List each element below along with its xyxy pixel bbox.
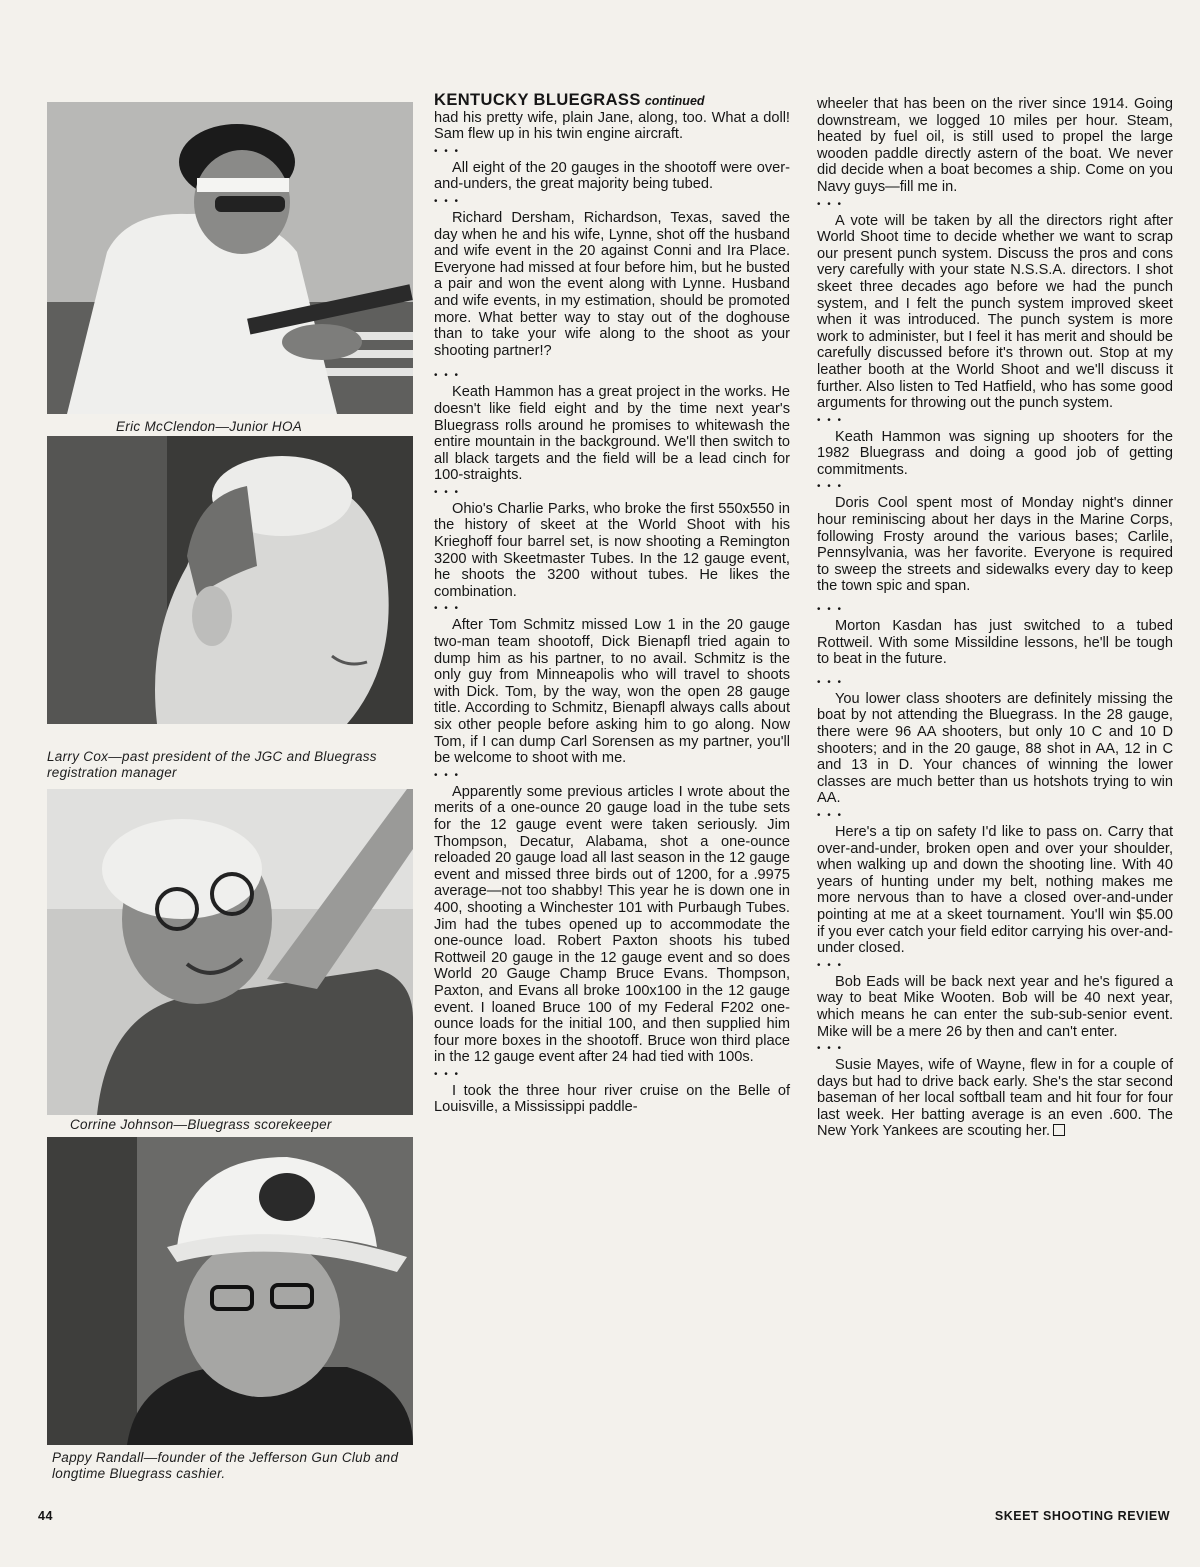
col2-paragraph: wheeler that has been on the river since 1914. Going downstream, we logged 10 miles per hour. Steam, heated by fuel oil, is still used to propel the large wooden paddle directly astern of the boat. We never did decide when a boat becomes a ship. Come on you Navy guys—fill me in. (817, 96, 1173, 195)
col1-paragraph: Keath Hammon has a great project in the works. He doesn't like field eight and by the time next year's Bluegrass rolls around he promises to whitewash the entire mountain in the background. We'll then switch to all black targets and the field will be a lead cinch for 100-straights. (434, 384, 790, 484)
photo-eric-mcclendon-image (47, 102, 413, 414)
separator-dots: • • • (817, 198, 844, 210)
photo-corrine-johnson (47, 789, 413, 1115)
separator-dots: • • • (817, 676, 844, 688)
separator-dots: • • • (434, 486, 461, 498)
photo-corrine-johnson-image (47, 789, 413, 1115)
separator-dots: • • • (434, 145, 461, 157)
col1-paragraph: After Tom Schmitz missed Low 1 in the 20 gauge two-man team shootoff, Dick Bienapfl tried again to dump him as his partner, to no avail. Schmitz is the only guy from Minneapolis who will travel to shoots with Dick. Tom, by the way, won the open 28 gauge title. According to Schmitz, Bienapfl always calls about six other people before asking him to go along. Now Tom, if I can dump Carl Sorensen as my partner, you'll be welcome to shoot with me. (434, 617, 790, 767)
article-column-1 (434, 92, 790, 1116)
separator-dots: • • • (817, 1043, 844, 1055)
col2-paragraph: A vote will be taken by all the directors right after World Shoot time to decide whether we want to scrap our present punch system. Discuss the pros and cons very carefully with your state N.S.S.A. directors. I shot skeet three decades ago before we had the punch system, and I felt the punch system improved skeet when it was introduced. The punch system is more work to administer, but I feel it has merit and should be carefully discussed before it's thrown out. Stop at my leather booth at the World Shoot and we'll discuss it further. Also listen to Ted Hatfield, who has some good arguments for throwing out the punch system. (817, 212, 1173, 412)
photo-larry-cox-image (47, 436, 413, 724)
col1-paragraph: All eight of the 20 gauges in the shootoff were over-and-unders, the great majority being tubed. (434, 159, 790, 193)
publication-name: SKEET SHOOTING REVIEW (994, 1509, 1170, 1523)
col2-paragraph: Morton Kasdan has just switched to a tubed Rottweil. With some Missildine lessons, he'll be tough to beat in the future. (817, 618, 1173, 668)
article-header (434, 92, 790, 110)
col2-paragraph: You lower class shooters are definitely missing the boat by not attending the Bluegrass. In the 28 gauge, there were 96 AA shooters, but only 10 C and 10 D shooters; and in the 20 gauge, 88 shot in AA, 12 in C and 13 in D. Your chances of winning the lower classes are much better than us hotshots trying to win AA. (817, 690, 1173, 807)
col1-paragraph: Ohio's Charlie Parks, who broke the first 550x550 in the history of skeet at the World Shoot with his Krieghoff four barrel set, is now shooting a Remington 3200 with Skeetmaster Tubes. In the 12 gauge event, he shoots the 3200 without tubes. He likes the combination. (434, 500, 790, 600)
col1-paragraph: had his pretty wife, plain Jane, along, too. What a doll! Sam flew up in his twin engine aircraft. (434, 109, 790, 143)
separator-dots: • • • (817, 959, 844, 971)
col1-paragraph: Apparently some previous articles I wrote about the merits of a one-ounce 20 gauge load in the tube sets for the 12 gauge event were taken seriously. Jim Thompson, Decatur, Alabama, shot a one-ounce reloaded 20 gauge load all last season in the 12 gauge event and missed three birds out of 1200, for a .9975 average—not too shabby! This year he is down one in 400, shooting a Winchester 101 with Purbaugh Tubes. Jim had the tubes opened up to accommodate the one-ounce load. Robert Paxton shoots his tubed Rottweil 20 gauge in the 12 gauge event and so does World 20 Gauge Champ Bruce Evans. Thompson, Paxton, and Evans all broke 100x100 in the 12 gauge event. I loaned Bruce 100 of my Federal F202 one-ounce loads for the initial 100, and then supplied him four more boxes in the shootoff. Bruce won third place in the 12 gauge event after 24 had tied with 100s. (434, 783, 790, 1066)
col2-paragraph: Keath Hammon was signing up shooters for the 1982 Bluegrass and doing a good job of getting commitments. (817, 428, 1173, 478)
caption-eric-mcclendon: Eric McClendon—Junior HOA (116, 419, 303, 434)
col1-paragraph: Richard Dersham, Richardson, Texas, saved the day when he and his wife, Lynne, shot off the husband and wife event in the 20 against Conni and Ira Place. Everyone had missed at four before him, but he busted a pair and won the event along with Lynne. Husband and wife events, in my estimation, should be promoted more. What better way to stay out of the doghouse than to take your wife along to the shoot as your shooting partner!? (434, 209, 790, 359)
separator-dots: • • • (434, 370, 461, 382)
page-number: 44 (38, 1509, 53, 1523)
article-title: KENTUCKY BLUEGRASS (434, 91, 641, 109)
separator-dots: • • • (817, 604, 844, 616)
separator-dots: • • • (434, 603, 461, 615)
separator-dots: • • • (434, 1068, 461, 1080)
col1-paragraph: I took the three hour river cruise on the Belle of Louisville, a Mississippi paddle- (434, 1082, 790, 1116)
article-column-2 (817, 96, 1173, 1140)
photo-pappy-randall-image (47, 1137, 413, 1445)
separator-dots: • • • (817, 414, 844, 426)
separator-dots: • • • (817, 809, 844, 821)
article-continued-label: continued (644, 94, 705, 108)
photo-eric-mcclendon (47, 102, 413, 414)
photo-larry-cox (47, 436, 413, 724)
separator-dots: • • • (817, 481, 844, 493)
col2-paragraph: Bob Eads will be back next year and he's figured a way to beat Mike Wooten. Bob will be 40 next year, which means he can enter the sub-sub-senior event. Mike will be a mere 26 by then and can't enter. (817, 973, 1173, 1040)
caption-larry-cox: Larry Cox—past president of the JGC and Bluegrass registration manager (47, 749, 377, 780)
photo-pappy-randall (47, 1137, 413, 1445)
col2-final-text: Susie Mayes, wife of Wayne, flew in for a couple of days but had to drive back early. She's the star second baseman of her local softball team and hit four for four last week. Her batting average is an even .600. The New York Yankees are scouting her. (817, 1057, 1173, 1140)
col2-paragraph: Here's a tip on safety I'd like to pass on. Carry that over-and-under, broken open and over your shoulder, when walking up and down the shooting line. With 40 years of hunting under my belt, nothing makes me more nervous than to have a closed over-and-under pointing at me at a skeet tournament. You'll win $5.00 if you ever catch your field editor carrying his over-and-under closed. (817, 823, 1173, 957)
caption-corrine-johnson: Corrine Johnson—Bluegrass scorekeeper (70, 1117, 332, 1132)
separator-dots: • • • (434, 769, 461, 781)
col2-paragraph-final (817, 1057, 1173, 1140)
separator-dots: • • • (434, 195, 461, 207)
caption-pappy-randall: Pappy Randall—founder of the Jefferson Gun Club and longtime Bluegrass cashier. (52, 1450, 399, 1481)
col2-paragraph: Doris Cool spent most of Monday night's dinner hour reminiscing about her days in the Marine Corps, following Frosty around the various bases; Carlile, Pennsylvania, was her favorite. Everyone is required to sweep the streets and sidewalks every day to keep the town spic and span. (817, 495, 1173, 595)
end-of-article-box-icon (1053, 1124, 1065, 1136)
